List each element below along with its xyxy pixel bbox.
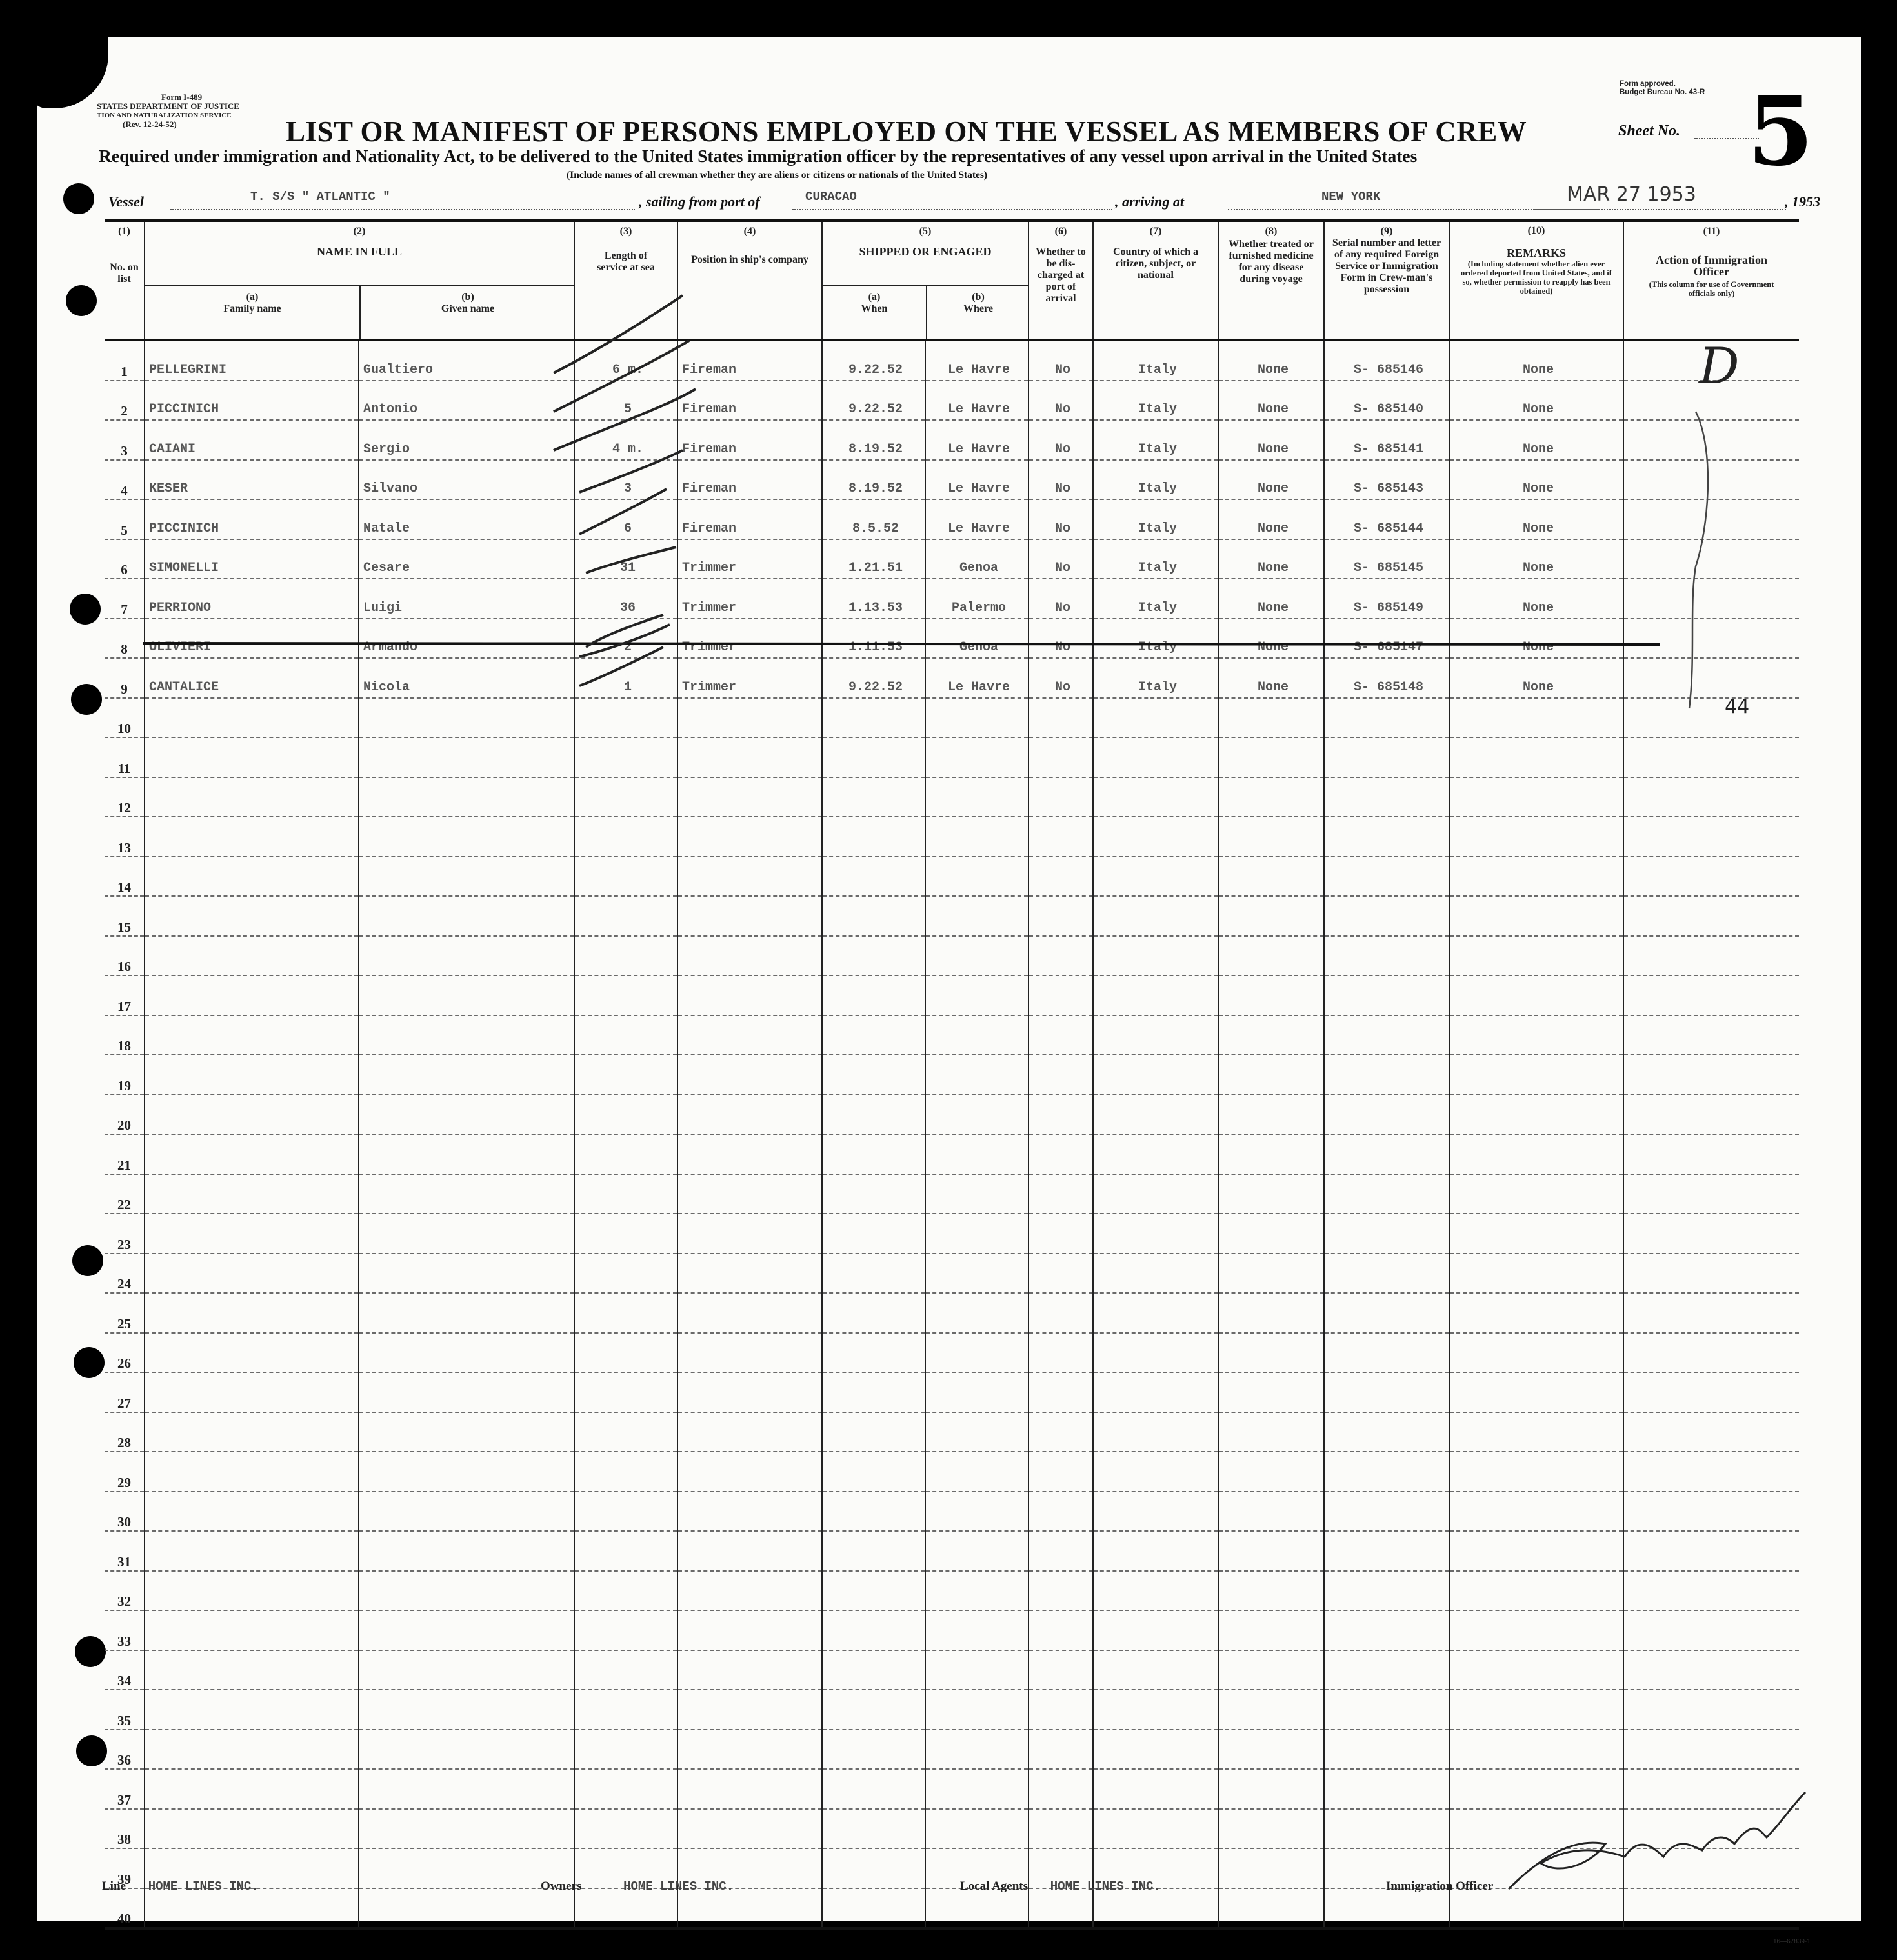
col1-label: No. on list: [110, 262, 139, 285]
cell-country: Italy: [1093, 341, 1218, 381]
cell-medicine: None: [1218, 539, 1324, 579]
cell-when: 1.13.53: [822, 579, 925, 619]
cell-given: Sergio: [359, 420, 574, 460]
row-number: 2: [105, 381, 145, 421]
cell-serial: S- 685147: [1324, 619, 1449, 659]
col9-label: Serial number and letter of any required Foreign Service or Immigration Form in Crew-man's possession: [1332, 237, 1441, 295]
cell-position: Fireman: [678, 420, 822, 460]
row-number: 6: [105, 539, 145, 579]
footer-agents: [960, 1879, 1161, 1894]
cell-given: Silvano: [359, 460, 574, 500]
cell-family: CANTALICE: [145, 658, 359, 698]
cell-remarks: None: [1449, 658, 1623, 698]
sailing-label: , sailing from port of: [639, 194, 760, 210]
col5b-label: Where: [963, 303, 993, 314]
col2-num: (2): [353, 226, 366, 237]
cell-serial: S- 685144: [1324, 499, 1449, 539]
include-note: (Include names of all crewman whether they are aliens or citizens or nationals of the United States): [567, 170, 988, 181]
cell-medicine: None: [1218, 579, 1324, 619]
revision: (Rev. 12-24-52): [123, 119, 177, 129]
cell-serial: S- 685140: [1324, 381, 1449, 421]
row-number: 5: [105, 499, 145, 539]
continuation-line: [1689, 412, 1708, 708]
manifest-page: [37, 37, 1861, 1945]
cell-discharge: No: [1029, 460, 1093, 500]
cell-discharge: No: [1029, 658, 1093, 698]
row-number: 12: [105, 777, 145, 817]
cell-where: Le Havre: [925, 420, 1029, 460]
row-number: 24: [105, 1254, 145, 1294]
arrival-port: NEW YORK: [1321, 190, 1381, 204]
cell-discharge: No: [1029, 420, 1093, 460]
officer-label: Immigration Officer: [1386, 1879, 1494, 1893]
row-number: 35: [105, 1690, 145, 1730]
row-number: 38: [105, 1809, 145, 1849]
cell-given: Armando: [359, 619, 574, 659]
col4-num: (4): [743, 226, 756, 237]
cell-when: 9.22.52: [822, 341, 925, 381]
cell-given: Nicola: [359, 658, 574, 698]
row-number: 32: [105, 1571, 145, 1611]
subtitle: Required under immigration and Nationality Act, to be delivered to the United States immigration officer by the representatives of any vessel upon arrival in the United States: [99, 146, 1418, 166]
cell-when: 9.22.52: [822, 381, 925, 421]
cell-discharge: No: [1029, 619, 1093, 659]
col3-num: (3): [619, 226, 632, 237]
row-number: 27: [105, 1372, 145, 1412]
check-mark: [579, 450, 683, 492]
cell-remarks: None: [1449, 539, 1623, 579]
row-number: 29: [105, 1452, 145, 1492]
cell-position: Trimmer: [678, 658, 822, 698]
row-number: 22: [105, 1174, 145, 1214]
agents-value: HOME LINES INC.: [1050, 1879, 1161, 1894]
cell-serial: S- 685149: [1324, 579, 1449, 619]
cell-service: 6: [574, 499, 678, 539]
footer-owners: [541, 1879, 734, 1894]
row-number: 15: [105, 896, 145, 936]
col4-label: Position in ship's company: [691, 254, 808, 265]
cell-medicine: None: [1218, 499, 1324, 539]
service: TION AND NATURALIZATION SERVICE: [97, 112, 232, 119]
port-of-sailing: CURACAO: [805, 190, 857, 204]
check-mark: [554, 341, 689, 412]
cell-where: Le Havre: [925, 341, 1029, 381]
cell-remarks: None: [1449, 381, 1623, 421]
cell-where: Le Havre: [925, 658, 1029, 698]
cell-medicine: None: [1218, 420, 1324, 460]
cell-serial: S- 685146: [1324, 341, 1449, 381]
cell-where: Palermo: [925, 579, 1029, 619]
col10-sub: (Including statement whether alien ever ordered deported from United States, and if so, whether permission to reapply has been obtained): [1461, 259, 1612, 295]
cell-medicine: None: [1218, 619, 1324, 659]
signature: [1509, 1792, 1805, 1889]
cell-medicine: None: [1218, 460, 1324, 500]
row-number: 4: [105, 460, 145, 500]
cell-position: Trimmer: [678, 539, 822, 579]
cell-where: Le Havre: [925, 499, 1029, 539]
line-value: HOME LINES INC.: [148, 1879, 259, 1894]
row-number: 16: [105, 936, 145, 976]
col1-num: (1): [118, 226, 130, 237]
col2a-letter: (a): [246, 292, 259, 303]
row-number: 13: [105, 817, 145, 857]
cell-country: Italy: [1093, 539, 1218, 579]
cell-when: 1.21.51: [822, 539, 925, 579]
cell-when: 9.22.52: [822, 658, 925, 698]
cell-where: Le Havre: [925, 460, 1029, 500]
row-number: 39: [105, 1848, 145, 1888]
row-number: 19: [105, 1055, 145, 1095]
col9-num: (9): [1380, 226, 1393, 237]
owners-value: HOME LINES INC.: [623, 1879, 734, 1894]
col3-label: Length of service at sea: [597, 250, 655, 273]
col11-num: (11): [1703, 226, 1720, 237]
col2b-letter: (b): [461, 292, 474, 303]
cell-country: Italy: [1093, 579, 1218, 619]
cell-family: KESER: [145, 460, 359, 500]
cell-remarks: None: [1449, 420, 1623, 460]
sheet-number: 5: [1747, 75, 1814, 187]
col5b-letter: (b): [972, 292, 985, 303]
col5a-letter: (a): [868, 292, 881, 303]
cell-service: 1: [574, 658, 678, 698]
approved-text: Form approved.: [1620, 80, 1676, 88]
year-label: , 1953: [1785, 194, 1820, 210]
cell-given: Cesare: [359, 539, 574, 579]
row-number: 26: [105, 1333, 145, 1373]
cell-discharge: No: [1029, 341, 1093, 381]
check-marks: [554, 295, 696, 686]
col11-sub: (This column for use of Government officials only): [1649, 280, 1774, 298]
col6-label: Whether to be dis-charged at port of arrival: [1036, 246, 1086, 304]
row-number: 37: [105, 1769, 145, 1809]
cell-country: Italy: [1093, 499, 1218, 539]
row-number: 18: [105, 1015, 145, 1055]
row-number: 9: [105, 658, 145, 698]
department: STATES DEPARTMENT OF JUSTICE: [97, 101, 239, 111]
form-number: Form I-489: [161, 92, 203, 102]
row-number: 21: [105, 1134, 145, 1174]
col2-label: NAME IN FULL: [316, 245, 402, 258]
owners-label: Owners: [541, 1879, 582, 1893]
cell-service: 3: [574, 460, 678, 500]
cell-remarks: None: [1449, 341, 1623, 381]
cell-where: Genoa: [925, 619, 1029, 659]
page-title: LIST OR MANIFEST OF PERSONS EMPLOYED ON THE VESSEL AS MEMBERS OF CREW: [286, 115, 1527, 148]
cell-given: Antonio: [359, 381, 574, 421]
cell-position: Fireman: [678, 341, 822, 381]
cell-medicine: None: [1218, 341, 1324, 381]
cell-service: 2: [574, 619, 678, 659]
cell-service: 4 m.: [574, 420, 678, 460]
cell-given: Natale: [359, 499, 574, 539]
cell-position: Trimmer: [678, 579, 822, 619]
cell-remarks: None: [1449, 619, 1623, 659]
cell-position: Fireman: [678, 499, 822, 539]
row-number: 31: [105, 1531, 145, 1571]
cell-family: PICCINICH: [145, 499, 359, 539]
vessel-label: Vessel: [108, 194, 144, 210]
cell-service: 36: [574, 579, 678, 619]
date-stamp: MAR 27 1953: [1567, 183, 1696, 206]
row-number: 8: [105, 619, 145, 659]
cell-service: 6 m.: [574, 341, 678, 381]
col5a-label: When: [861, 303, 888, 314]
col7-num: (7): [1149, 226, 1162, 237]
check-mark: [554, 295, 683, 373]
cell-discharge: No: [1029, 499, 1093, 539]
cell-given: Gualtiero: [359, 341, 574, 381]
row-number: 3: [105, 420, 145, 460]
cell-when: 8.19.52: [822, 460, 925, 500]
cell-service: 31: [574, 539, 678, 579]
cell-given: Luigi: [359, 579, 574, 619]
row-number: 34: [105, 1650, 145, 1690]
agents-label: Local Agents: [960, 1879, 1029, 1893]
cell-serial: S- 685143: [1324, 460, 1449, 500]
footer-officer: [1386, 1879, 1493, 1894]
row-number: 1: [105, 341, 145, 381]
cell-family: OLIVIERI: [145, 619, 359, 659]
row-number: 33: [105, 1610, 145, 1650]
cell-discharge: No: [1029, 539, 1093, 579]
col8-num: (8): [1265, 226, 1278, 237]
cell-service: 5: [574, 381, 678, 421]
cell-discharge: No: [1029, 381, 1093, 421]
cell-country: Italy: [1093, 619, 1218, 659]
cell-serial: S- 685141: [1324, 420, 1449, 460]
cell-when: 8.5.52: [822, 499, 925, 539]
col2b-label: Given name: [441, 303, 495, 314]
cell-when: 1.11.53: [822, 619, 925, 659]
cell-position: Fireman: [678, 381, 822, 421]
cell-remarks: None: [1449, 460, 1623, 500]
cell-remarks: None: [1449, 499, 1623, 539]
row-number: 7: [105, 579, 145, 619]
col10-label: REMARKS: [1506, 246, 1566, 259]
arriving-label: , arriving at: [1115, 194, 1184, 210]
cell-family: CAIANI: [145, 420, 359, 460]
cell-serial: S- 685145: [1324, 539, 1449, 579]
col7-label: Country of which a citizen, subject, or national: [1113, 246, 1199, 281]
cell-family: PELLEGRINI: [145, 341, 359, 381]
cell-remarks: None: [1449, 579, 1623, 619]
col5-label: SHIPPED OR ENGAGED: [859, 245, 992, 258]
row-number: 17: [105, 975, 145, 1015]
col5-num: (5): [919, 226, 932, 237]
line-label: Line: [102, 1879, 126, 1893]
col6-num: (6): [1054, 226, 1067, 237]
cell-discharge: No: [1029, 579, 1093, 619]
cell-where: Genoa: [925, 539, 1029, 579]
col8-label: Whether treated or furnished medicine for any disease during voyage: [1229, 239, 1314, 285]
cell-serial: S- 685148: [1324, 658, 1449, 698]
cell-family: PICCINICH: [145, 381, 359, 421]
count-mark: 44: [1725, 695, 1750, 718]
row-number: 20: [105, 1095, 145, 1135]
print-code: 16—67839-1: [1773, 1938, 1811, 1945]
cell-family: PERRIONO: [145, 579, 359, 619]
col2a-label: Family name: [223, 303, 281, 314]
officer-mark: D: [1699, 337, 1740, 395]
row-number: 36: [105, 1730, 145, 1770]
col11-label: Action of Immigration Officer: [1656, 254, 1767, 278]
vessel-name: T. S/S " ATLANTIC ": [250, 190, 390, 204]
cell-medicine: None: [1218, 381, 1324, 421]
budget-bureau: Budget Bureau No. 43-R: [1620, 88, 1705, 96]
cell-country: Italy: [1093, 658, 1218, 698]
check-mark: [554, 389, 696, 450]
col10-num: (10): [1527, 225, 1545, 236]
cell-family: SIMONELLI: [145, 539, 359, 579]
cell-country: Italy: [1093, 460, 1218, 500]
cell-where: Le Havre: [925, 381, 1029, 421]
row-number: 23: [105, 1214, 145, 1254]
row-number: 14: [105, 857, 145, 897]
row-number: 10: [105, 698, 145, 738]
cell-position: Fireman: [678, 460, 822, 500]
row-number: 28: [105, 1412, 145, 1452]
check-mark: [586, 547, 676, 573]
footer-line: [102, 1879, 259, 1894]
row-number: 11: [105, 737, 145, 777]
cell-position: Trimmer: [678, 619, 822, 659]
row-number: 30: [105, 1492, 145, 1532]
sheet-label: Sheet No.: [1618, 123, 1680, 139]
row-number: 25: [105, 1293, 145, 1333]
row-number: 40: [105, 1888, 145, 1929]
annotation-layer: [37, 37, 1861, 1921]
check-mark: [579, 489, 667, 534]
cell-when: 8.19.52: [822, 420, 925, 460]
cell-country: Italy: [1093, 420, 1218, 460]
cell-medicine: None: [1218, 658, 1324, 698]
cell-country: Italy: [1093, 381, 1218, 421]
